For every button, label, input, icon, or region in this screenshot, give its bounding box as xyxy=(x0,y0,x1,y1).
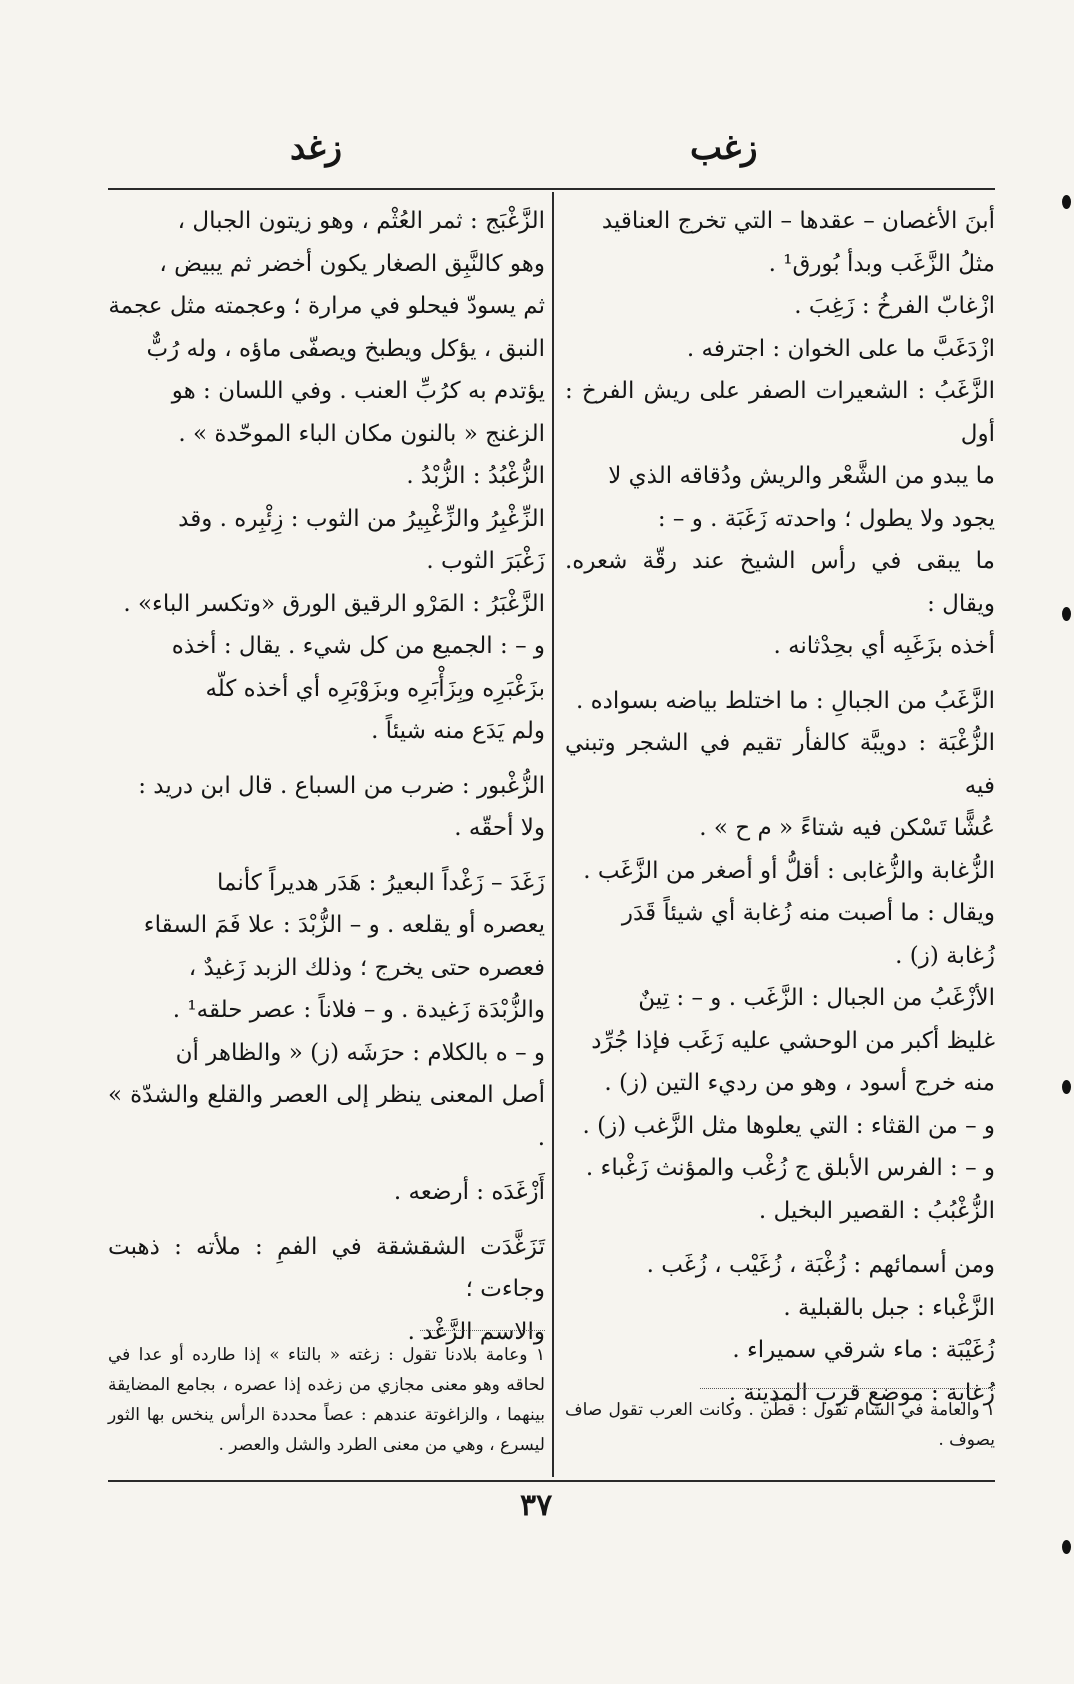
text-line: الزَّغَبُ من الجبالِ : ما اختلط بياضه بسواده . xyxy=(576,687,995,714)
text-line: ثم يسودّ فيحلو في مرارة ؛ وعجمته مثل عجمة xyxy=(108,293,545,319)
text-line: و – من القثاء : التي يعلوها مثل الزَّغب (ز) . xyxy=(582,1112,995,1139)
binding-mark xyxy=(1062,1540,1071,1554)
text-line: يؤتدم به كرُبِّ العنب . وفي اللسان : هو xyxy=(171,378,545,404)
column-divider xyxy=(552,192,554,1477)
top-rule xyxy=(108,188,995,190)
text-line: الأزْغَبُ من الجبال : الزَّغَب . و – : تِينٌ xyxy=(638,985,995,1011)
text-line: ولم يَدَع منه شيئاً . xyxy=(371,718,545,744)
text-line: والاسم الزَّغْد . xyxy=(407,1318,545,1345)
text-line: الزغنج « بالنون مكان الباء الموحّدة » . xyxy=(178,420,545,447)
text-line: زُغابة : موضع قرب المدينة . xyxy=(728,1379,995,1406)
binding-mark xyxy=(1062,1080,1071,1094)
footnote-left: ١ وعامة بلادنا تقول : زغته « بالتاء » إذا طارده أو عدا في لحاقه وهو معنى مجازي من زغده إذا عصره ، بجامع المضايقة بينهما ، والزاغوتة عندهم : عصاً محددة الرأس ينخس بها الثور ليسرع ، وهي من معنى الطرد والشل والعصر . xyxy=(108,1345,545,1455)
text-line: وهو كالنَّبِق الصغار يكون أخضر ثم يبيض ، xyxy=(159,250,545,277)
text-line: الزَّغَبُ : الشعيرات الصفر على ريش الفرخ : أول xyxy=(565,378,995,447)
binding-mark xyxy=(1062,195,1071,209)
text-line: الزُّغْبُبُ : القصير البخيل . xyxy=(758,1197,995,1224)
text-line: فعصره حتى يخرج ؛ وذلك الزبد زَغيدٌ ، xyxy=(188,954,545,981)
text-line: النبق ، يؤكل ويطبخ ويصفّى ماؤه ، وله رُبٌّ xyxy=(146,335,545,362)
text-line: والزُّبْدَة زَغيدة . و – فلاناً : عصر حلقه¹ . xyxy=(172,997,545,1023)
text-line: ازْدَغَبَّ ما على الخوان : اجترفه . xyxy=(686,335,995,362)
text-line: منه خرج أسود ، وهو من رديء التين (ز) . xyxy=(604,1070,995,1096)
text-line: مثلُ الزَّغَب وبدأ بُورق¹ . xyxy=(768,250,995,277)
footnote-separator xyxy=(420,1330,545,1331)
text-line: زَغَدَ – زَغْداً البعيرُ : هَدَر هديراً كأنما xyxy=(217,869,545,896)
text-line: الزُّغْبُدُ : الزُّبْدُ . xyxy=(406,463,545,489)
left-column-title: زغد xyxy=(290,128,343,168)
footnote-separator xyxy=(700,1388,995,1389)
text-line: زَغْبَرَ الثوب . xyxy=(426,548,545,574)
right-column xyxy=(565,200,995,1414)
text-line: غليظ أكبر من الوحشي عليه زَغَب فإذا جُرِّد xyxy=(591,1027,995,1054)
right-column-title: زغب xyxy=(690,128,758,168)
text-line: يعصره أو يقلعه . و – الزُّبْدَ : علا فَمَ السقاء xyxy=(143,912,545,938)
binding-mark xyxy=(1062,607,1071,621)
text-line: أَزْغَدَه : أرضعه . xyxy=(393,1179,545,1205)
text-line: الزَّغْباء : جبل بالقبلية . xyxy=(783,1294,995,1321)
text-line: الزُّغْبَة : دويبَّة كالفأر تقيم في الشجر وتبني فيه xyxy=(565,730,995,799)
text-line: تَزَغَّدَت الشقشقة في الفمِ : ملأته : ذهبت وجاءت ؛ xyxy=(108,1233,545,1302)
text-line: زُغَيْبَة : ماء شرقي سميراء . xyxy=(732,1337,995,1363)
text-line: أبنَ الأغصان – عقدها – التي تخرج العناقيد xyxy=(601,208,995,234)
text-line: الزِّغْبِرُ والزِّغْبِيرُ من الثوب : زِئْبِره . وقد xyxy=(178,505,545,532)
text-line: و – : الفرس الأبلق ج زُغْب والمؤنث زَغْباء . xyxy=(585,1155,995,1181)
text-line: أخذه بزَغَبِه أي بحِدْثانه . xyxy=(773,633,995,659)
text-line: ويقال : ما أصبت منه زُغابة أي شيئاً قَدَر xyxy=(621,900,995,926)
text-line: الزَّغْبَج : ثمر العُثْم ، وهو زيتون الجبال ، xyxy=(177,208,545,234)
text-line: بزَغْبَرِه وبِزَأْبَرِه وبزَوْبَرِه أي أخذه كلّه xyxy=(205,675,545,702)
text-line: زُغابة (ز) . xyxy=(895,942,995,969)
text-line: يجود ولا يطول ؛ واحدته زَغَبَة . و – : xyxy=(657,505,995,532)
text-line: عُشًّا تَسْكن فيه شتاءً « م ح » . xyxy=(699,815,995,841)
footnote-right: ١ والعامة في الشام تقول : قطّن . وكانت العرب تقول صاف يصوف . xyxy=(565,1400,995,1450)
text-line: و – : الجميع من كل شيء . يقال : أخذه xyxy=(171,633,545,659)
bottom-rule xyxy=(108,1480,995,1482)
text-line: الزُّغابة والزُّغابى : أقلُّ أو أصغر من الزَّغَب . xyxy=(583,857,995,884)
text-line: ومن أسمائهم : زُغْبَة ، زُغَيْب ، زُغَب . xyxy=(646,1252,995,1278)
text-line: الزُّغْبور : ضرب من السباع . قال ابن دريد : xyxy=(138,772,545,799)
text-line: ولا أحقّه . xyxy=(454,815,545,841)
text-line: ما يبقى في رأس الشيخ عند رقّة شعره. ويقال : xyxy=(565,548,995,617)
page-number: ٣٧ xyxy=(520,1488,553,1523)
text-line: أصل المعنى ينظر إلى العصر والقلع والشدّة » . xyxy=(108,1082,545,1151)
text-line: و – ه بالكلام : حرَشَه (ز) « والظاهر أن xyxy=(175,1039,545,1066)
text-line: ازْغابّ الفرخُ : زَغِبَ . xyxy=(794,293,995,319)
left-column xyxy=(108,200,545,1353)
text-line: الزَّغْبَرُ : المَرْو الرقيق الورق «وتكسر الباء» . xyxy=(123,590,545,617)
text-line: ما يبدو من الشَّعْر والريش ودُقاقه الذي لا xyxy=(608,463,995,489)
